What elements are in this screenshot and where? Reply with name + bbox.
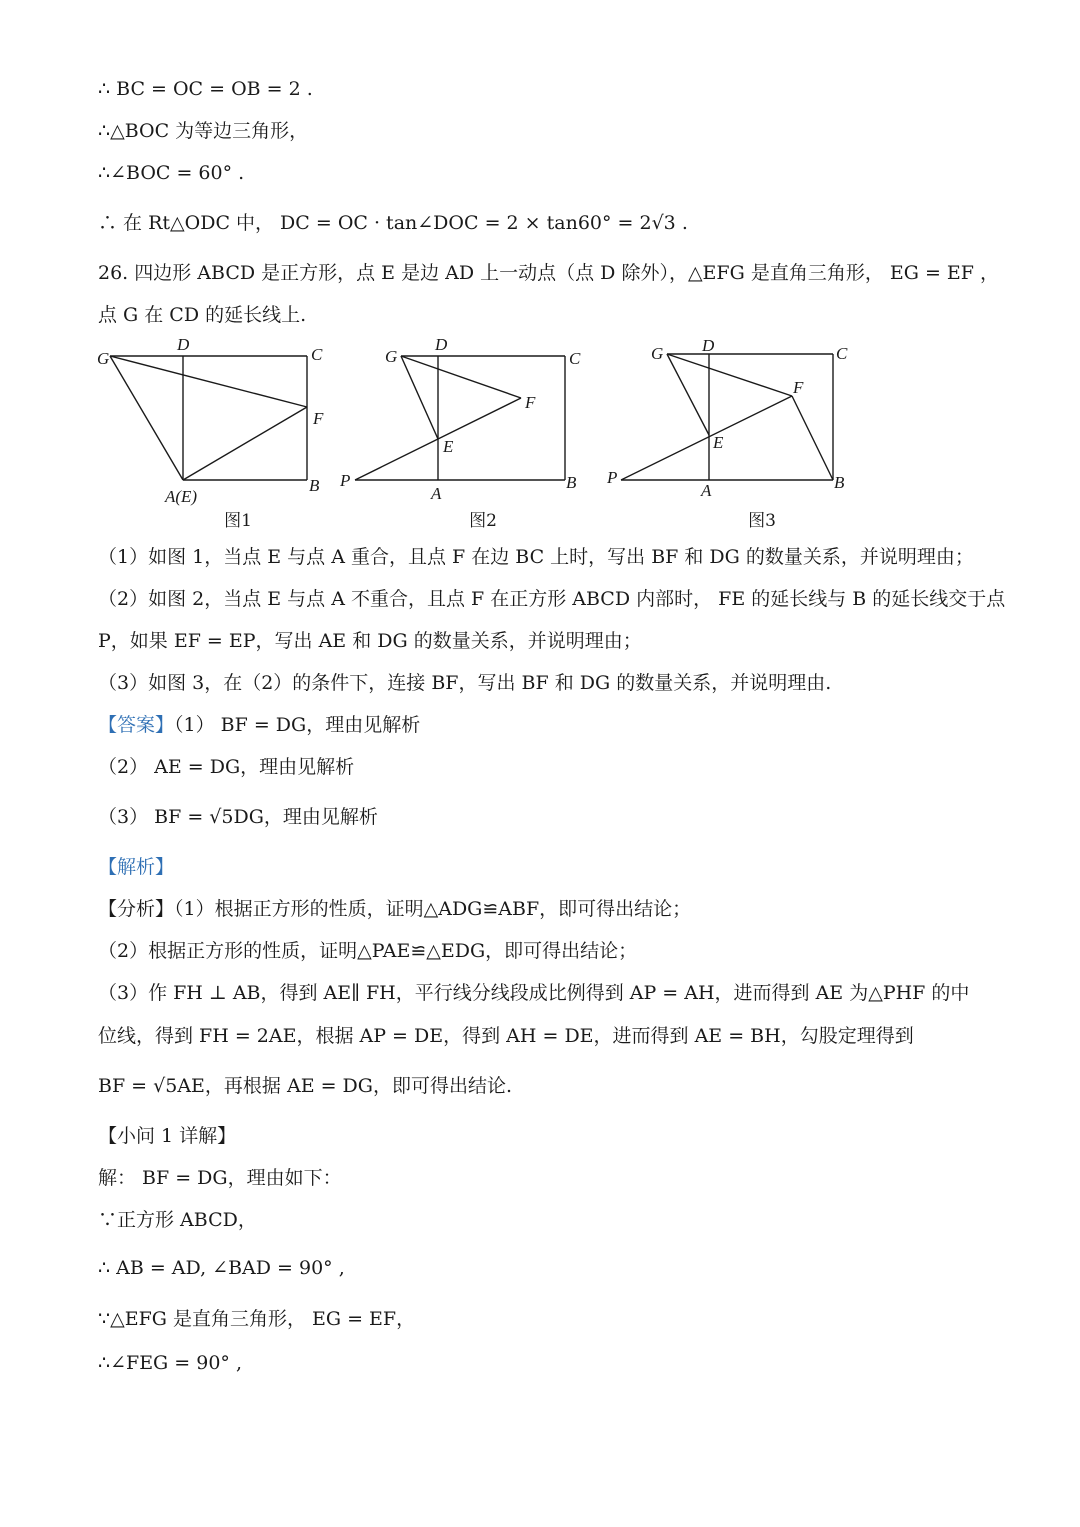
detail-line-5: ∴∠FEG = 90° ,: [98, 1352, 242, 1374]
part-2-line-2: P，如果 EF = EP，写出 AE 和 DG 的数量关系，并说明理由；: [98, 630, 642, 652]
fig2-label-p: P: [340, 471, 351, 490]
answer-line-1: [98, 712, 420, 738]
detail-line-1: 解： BF = DG，理由如下：: [98, 1167, 342, 1189]
figure-1-caption: 图1: [224, 511, 252, 531]
fig3-label-e: E: [713, 433, 724, 452]
fig1-label-f: F: [313, 409, 324, 428]
figure-1: [95, 335, 340, 505]
figure-2: [335, 335, 595, 505]
answer-tag: 【答案】: [98, 714, 175, 736]
proof-line-4: ∴ 在 Rt△ODC 中， DC = OC · tan∠DOC = 2 × tan60° = 2√3 .: [98, 212, 688, 234]
fig1-segment-ga: [110, 356, 183, 480]
fig1-segment-gf: [110, 356, 307, 407]
answer-1: （1） BF = DG，理由见解析: [174, 714, 421, 736]
fig1-segment-af: [183, 407, 307, 480]
question-stem-line-2: 点 G 在 CD 的延长线上.: [98, 304, 307, 326]
fig3-label-d: D: [702, 336, 715, 355]
fig2-segment-ge: [401, 356, 438, 439]
analysis-line-5: BF = √5AE，再根据 AE = DG，即可得出结论.: [98, 1075, 513, 1097]
fig2-label-g: G: [385, 347, 398, 366]
analysis-line-1: [98, 896, 691, 922]
part-1: （1）如图 1，当点 E 与点 A 重合，且点 F 在边 BC 上时，写出 BF 和 DG 的数量关系，并说明理由；: [98, 546, 974, 568]
answer-3: （3） BF = √5DG，理由见解析: [98, 806, 378, 828]
part-3: （3）如图 3，在（2）的条件下，连接 BF，写出 BF 和 DG 的数量关系，并说明理由.: [98, 672, 832, 694]
analysis-tag: 【解析】: [98, 856, 175, 878]
proof-line-3: ∴∠BOC = 60° .: [98, 162, 245, 184]
detail-tag: 【小问 1 详解】: [98, 1125, 237, 1147]
fig3-segment-pf: [621, 396, 792, 480]
fig2-label-a: A: [431, 484, 442, 503]
fig1-label-ae: A(E): [165, 487, 198, 506]
fig3-label-b: B: [834, 473, 845, 492]
proof-line-2: ∴△BOC 为等边三角形，: [98, 120, 309, 142]
fig3-label-p: P: [607, 468, 618, 487]
figure-3-caption: 图3: [748, 511, 776, 531]
analysis-line-2: （2）根据正方形的性质，证明△PAE≌△EDG，即可得出结论；: [98, 940, 638, 962]
part-2-line-1: （2）如图 2，当点 E 与点 A 不重合，且点 F 在正方形 ABCD 内部时， FE 的延长线与 B 的延长线交于点: [98, 588, 1006, 610]
fig2-segment-gf: [401, 356, 521, 398]
fig2-label-f: F: [525, 393, 536, 412]
fig3-label-f: F: [793, 378, 804, 397]
fig2-label-e: E: [443, 437, 454, 456]
fig3-label-g: G: [651, 344, 664, 363]
detail-line-3: ∴ AB = AD, ∠BAD = 90° ,: [98, 1257, 345, 1279]
answer-2: （2） AE = DG，理由见解析: [98, 756, 355, 778]
fig1-label-d: D: [177, 335, 190, 354]
proof-line-1: ∴ BC = OC = OB = 2 .: [98, 78, 313, 100]
fig3-label-c: C: [836, 344, 848, 363]
fig1-label-g: G: [97, 349, 110, 368]
question-stem-line-1: 26. 四边形 ABCD 是正方形，点 E 是边 AD 上一动点（点 D 除外），△EFG 是直角三角形， EG = EF ，: [98, 262, 999, 284]
fig2-label-d: D: [435, 335, 448, 354]
fig3-label-a: A: [701, 481, 712, 500]
analysis-line-3: （3）作 FH ⊥ AB，得到 AE∥ FH，平行线分线段成比例得到 AP = AH，进而得到 AE 为△PHF 的中: [98, 982, 970, 1004]
detail-line-4: ∵△EFG 是直角三角形， EG = EF，: [98, 1308, 416, 1330]
analysis-sub-tag: 【分析】: [98, 898, 175, 920]
fig3-segment-bf: [792, 396, 833, 480]
detail-line-2: ∵正方形 ABCD，: [98, 1209, 257, 1231]
fig1-label-b: B: [309, 476, 320, 495]
fig1-label-c: C: [311, 345, 323, 364]
analysis-line-1-text: （1）根据正方形的性质，证明△ADG≌ABF，即可得出结论；: [174, 898, 692, 920]
fig2-label-b: B: [566, 473, 577, 492]
figure-2-caption: 图2: [469, 511, 497, 531]
analysis-line-4: 位线，得到 FH = 2AE，根据 AP = DE，得到 AH = DE，进而得到 AE = BH，勾股定理得到: [98, 1025, 914, 1047]
figure-3: [605, 335, 865, 505]
fig2-label-c: C: [569, 349, 581, 368]
